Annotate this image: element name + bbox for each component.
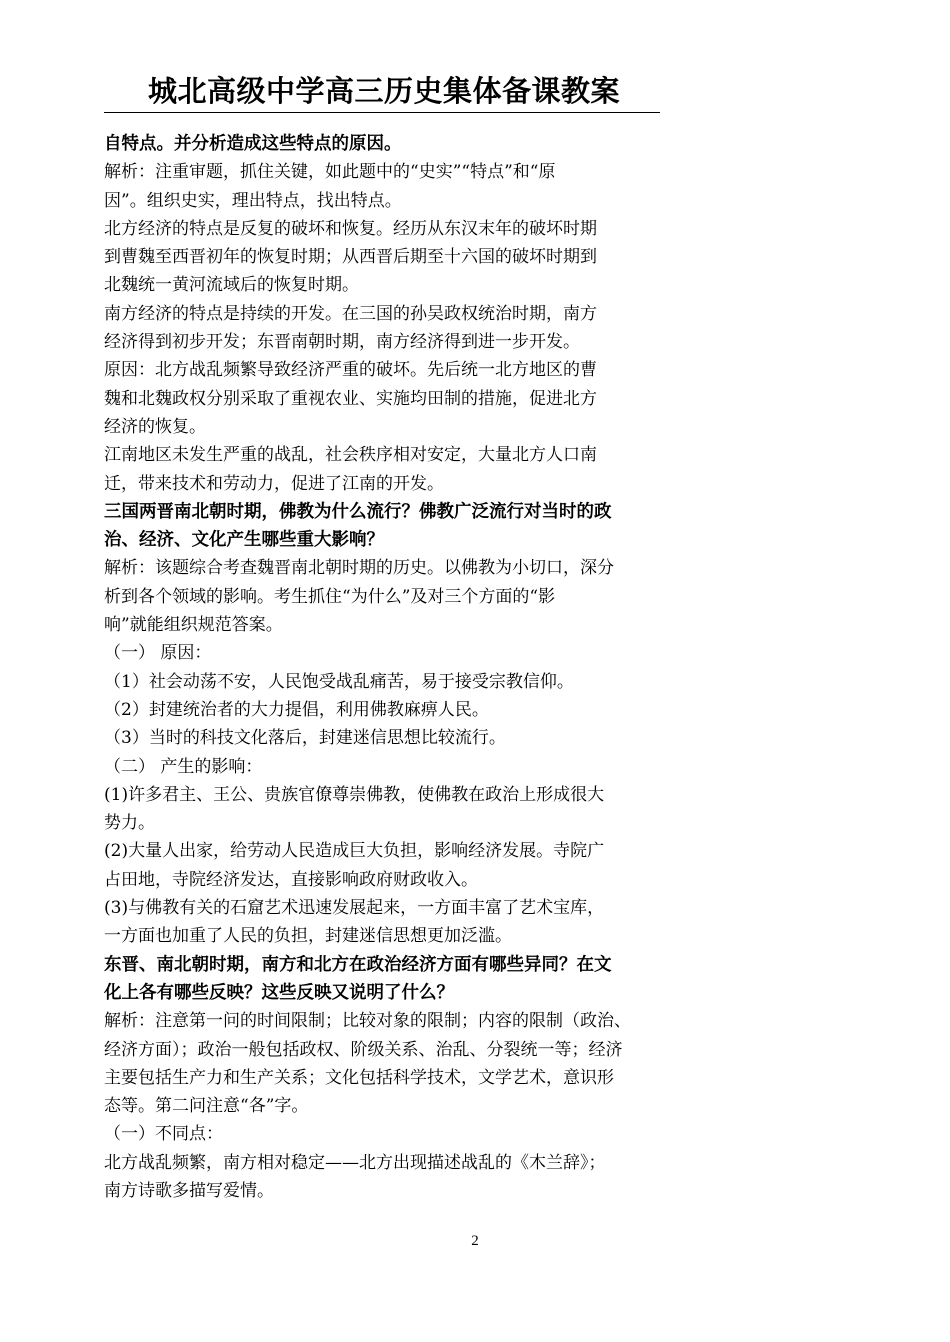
text-line: （一） 原因： [104,643,212,664]
page-header [104,70,660,113]
text-line: 北方经济的特点是反复的破坏和恢复。经历从东汉末年的破坏时期 [104,218,597,239]
question-line: 治、经济、文化产生哪些重大影响？ [104,530,384,551]
text-line: 态等。第二问注意“各”字。 [104,1096,309,1117]
text-line: 到曹魏至西晋初年的恢复时期；从西晋后期至十六国的破坏时期到 [104,247,597,268]
text-line: 解析：该题综合考查魏晋南北朝时期的历史。以佛教为小切口，深分 [104,558,614,579]
text-line: 一方面也加重了人民的负担，封建迷信思想更加泛滥。 [104,926,512,947]
question-line: 化上各有哪些反映？这些反映又说明了什么？ [104,982,454,1003]
text-line: (3)与佛教有关的石窟艺术迅速发展起来，一方面丰富了艺术宝库， [104,898,605,919]
page-number: 2 [471,1233,479,1249]
text-line: 经济方面）；政治一般包括政权、阶级关系、治乱、分裂统一等；经济 [104,1039,623,1060]
text-line: 北魏统一黄河流域后的恢复时期。 [104,275,359,296]
text-line: 原因：北方战乱频繁导致经济严重的破坏。先后统一北方地区的曹 [104,360,597,381]
document-title: 城北高级中学高三历史集体备课教案 [148,74,621,108]
text-line: 析到各个领域的影响。考生抓住“为什么”及对三个方面的“影 [104,586,556,607]
text-line: (1)许多君主、王公、贵族官僚尊崇佛教，使佛教在政治上形成很大 [104,784,605,805]
text-line: （1）社会动荡不安，人民饱受战乱痛苦，易于接受宗教信仰。 [104,671,574,692]
document-body [104,130,664,1205]
question-line: 东晋、南北朝时期，南方和北方在政治经济方面有哪些异同？在文 [104,954,612,975]
question-line: 自特点。并分析造成这些特点的原因。 [104,134,402,154]
text-line: 南方诗歌多描写爱情。 [104,1180,274,1201]
text-line: 势力。 [104,813,155,834]
text-line: 经济得到初步开发；东晋南朝时期，南方经济得到进一步开发。 [104,332,580,353]
text-line: 经济的恢复。 [104,416,206,437]
text-line: （2）封建统治者的大力提倡，利用佛教麻痹人民。 [104,699,489,720]
text-line: 解析：注重审题，抓住关键，如此题中的“史实”“特点”和“原 [104,162,556,183]
text-line: 解析：注意第一问的时间限制；比较对象的限制；内容的限制（政治、 [104,1011,631,1032]
text-line: 北方战乱频繁，南方相对稳定——北方出现描述战乱的《木兰辞》； [104,1152,606,1173]
text-line: 主要包括生产力和生产关系；文化包括科学技术，文学艺术，意识形 [104,1067,614,1088]
text-line: 响”就能组织规范答案。 [104,615,283,636]
text-line: (2)大量人出家，给劳动人民造成巨大负担，影响经济发展。寺院广 [104,841,605,862]
text-line: 因”。组织史实，理出特点，找出特点。 [104,190,402,211]
text-line: （3）当时的科技文化落后，封建迷信思想比较流行。 [104,728,506,749]
text-line: 南方经济的特点是持续的开发。在三国的孙吴政权统治时期，南方 [104,303,597,324]
text-line: 迁，带来技术和劳动力，促进了江南的开发。 [104,473,444,494]
text-line: 江南地区未发生严重的战乱，社会秩序相对安定，大量北方人口南 [104,445,597,466]
question-line: 三国两晋南北朝时期，佛教为什么流行？佛教广泛流行对当时的政 [104,501,612,522]
text-line: 占田地，寺院经济发达，直接影响政府财政收入。 [104,869,478,890]
text-line: （二） 产生的影响： [104,756,263,777]
text-line: （一）不同点： [104,1124,223,1145]
text-line: 魏和北魏政权分别采取了重视农业、实施均田制的措施，促进北方 [104,388,597,409]
